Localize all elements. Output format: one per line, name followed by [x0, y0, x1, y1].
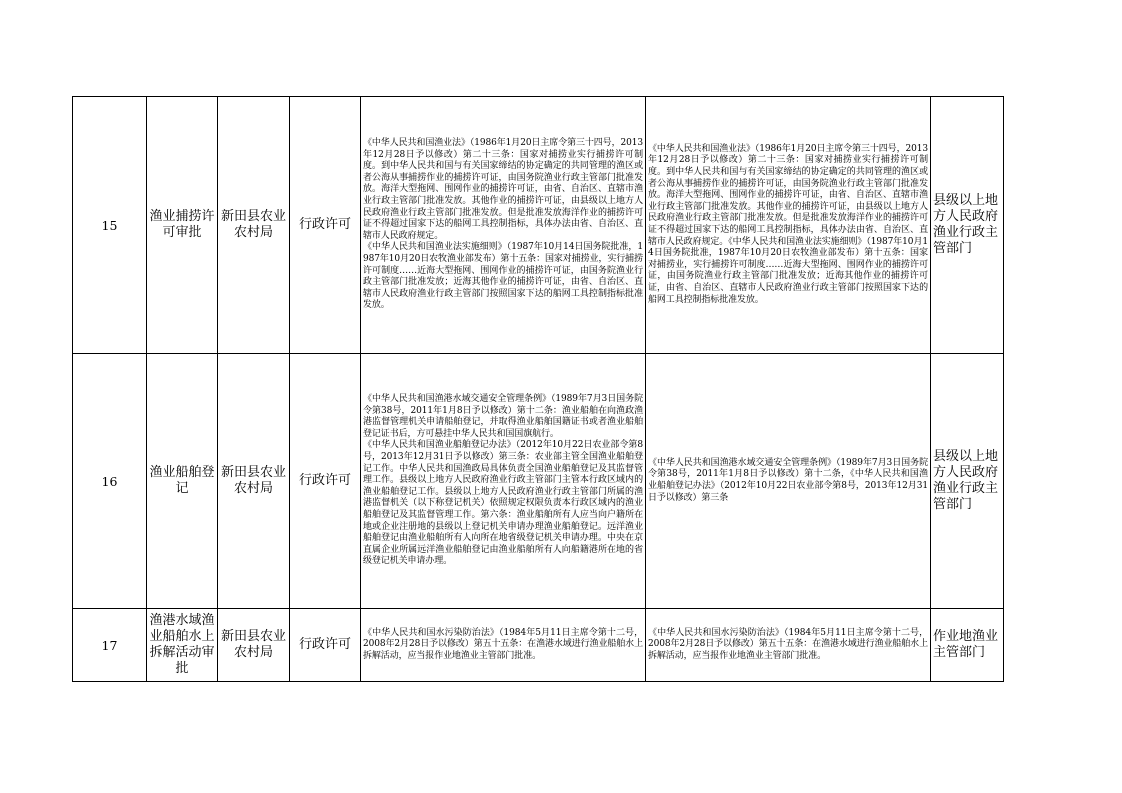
authority: 县级以上地方人民政府渔业行政主管部门 [931, 354, 1004, 609]
item-name: 渔业捕捞许可审批 [147, 97, 218, 354]
authority: 县级以上地方人民政府渔业行政主管部门 [931, 97, 1004, 354]
item-name: 渔业船舶登记 [147, 354, 218, 609]
authority: 作业地渔业主管部门 [931, 609, 1004, 682]
table-row [73, 97, 1004, 354]
legal-basis-alt: 《中华人民共和国水污染防治法》（1984年5月11日主席令第十二号，2008年2月28日予以修改）第五十五条：在渔港水域进行渔业船舶水上拆解活动，应当报作业地渔业主管部门批准。 [646, 609, 931, 682]
item-type: 行政许可 [290, 609, 361, 682]
legal-basis: 《中华人民共和国渔港水域交通安全管理条例》（1989年7月3日国务院令第38号，2011年1月8日予以修改）第十二条：渔业船舶在向渔政渔港监督管理机关申请船舶登记，并取得渔业船舶国籍证书或者渔业船舶登记证书后，方可悬挂中华人民共和国国旗航行。 《中华人民共和国渔业船舶登记办法》（2012年10月22日农业部令第8号，2013年12月31日予以修改）第三条：农业部主管全国渔业船舶登记工作。中华人民共和国渔政局具体负责全国渔业船舶登记及其监督管理工作。县级以上地方人民政府渔业行政主管部门主管本行政区域内的渔业船舶登记工作。县级以上地方人民政府渔业行政主管部门所属的渔港监督机关（以下称登记机关）依照规定权限负责本行政区域内的渔业船舶登记及其监督管理工作。第六条：渔业船舶所有人应当向户籍所在地或企业注册地的县级以上登记机关申请办理渔业船舶登记。远洋渔业船舶登记由渔业船舶所有人向所在地省级登记机关申请办理。中央在京直属企业所属远洋渔业船舶登记由渔业船舶所有人向船籍港所在地的省级登记机关申请办理。 [361, 354, 646, 609]
permit-table [72, 96, 1004, 682]
item-type: 行政许可 [290, 97, 361, 354]
legal-basis-alt: 《中华人民共和国渔业法》（1986年1月20日主席令第三十四号，2013年12月28日予以修改）第二十三条：国家对捕捞业实行捕捞许可制度。到中华人民共和国与有关国家缔结的协定确定的共同管理的渔区或者公海从事捕捞作业的捕捞许可证，由国务院渔业行政主管部门批准发放。海洋大型拖网、围网作业的捕捞许可证，由省、自治区、直辖市渔业行政主管部门批准发放。其他作业的捕捞许可证，由县级以上地方人民政府渔业行政主管部门批准发放。但是批准发放海洋作业的捕捞许可证不得超过国家下达的船网工具控制指标，具体办法由省、自治区、直辖市人民政府规定。《中华人民共和国渔业法实施细则》（1987年10月14日国务院批准，1987年10月20日农牧渔业部发布）第十五条：国家对捕捞业，实行捕捞许可制度……近海大型拖网、围网作业的捕捞许可证，由国务院渔业行政主管部门批准发放；近海其他作业的捕捞许可证，由省、自治区、直辖市人民政府渔业行政主管部门按照国家下达的船网工具控制指标批准发放。 [646, 97, 931, 354]
item-name: 渔港水域渔业船舶水上拆解活动审批 [147, 609, 218, 682]
row-number: 16 [73, 354, 147, 609]
legal-basis: 《中华人民共和国水污染防治法》（1984年5月11日主席令第十二号，2008年2月28日予以修改）第五十五条：在渔港水域进行渔业船舶水上拆解活动，应当报作业地渔业主管部门批准。 [361, 609, 646, 682]
legal-basis: 《中华人民共和国渔业法》（1986年1月20日主席令第三十四号，2013年12月28日予以修改）第二十三条：国家对捕捞业实行捕捞许可制度。到中华人民共和国与有关国家缔结的协定确定的共同管理的渔区或者公海从事捕捞作业的捕捞许可证，由国务院渔业行政主管部门批准发放。海洋大型拖网、围网作业的捕捞许可证，由省、自治区、直辖市渔业行政主管部门批准发放。其他作业的捕捞许可证，由县级以上地方人民政府渔业行政主管部门批准发放。但是批准发放海洋作业的捕捞许可证不得超过国家下达的船网工具控制指标，具体办法由省、自治区、直辖市人民政府规定。 《中华人民共和国渔业法实施细则》（1987年10月14日国务院批准，1987年10月20日农牧渔业部发布）第十五条：国家对捕捞业，实行捕捞许可制度……近海大型拖网、围网作业的捕捞许可证，由国务院渔业行政主管部门批准发放；近海其他作业的捕捞许可证，由省、自治区、直辖市人民政府渔业行政主管部门按照国家下达的船网工具控制指标批准发放。 [361, 97, 646, 354]
department: 新田县农业农村局 [218, 609, 290, 682]
item-type: 行政许可 [290, 354, 361, 609]
row-number: 17 [73, 609, 147, 682]
department: 新田县农业农村局 [218, 97, 290, 354]
table-row [73, 354, 1004, 609]
legal-basis-alt: 《中华人民共和国渔港水域交通安全管理条例》（1989年7月3日国务院令第38号，2011年1月8日予以修改）第十二条，《中华人民共和国渔业船舶登记办法》（2012年10月22日农业部令第8号，2013年12月31日予以修改）第三条 [646, 354, 931, 609]
table-row [73, 609, 1004, 682]
department: 新田县农业农村局 [218, 354, 290, 609]
row-number: 15 [73, 97, 147, 354]
